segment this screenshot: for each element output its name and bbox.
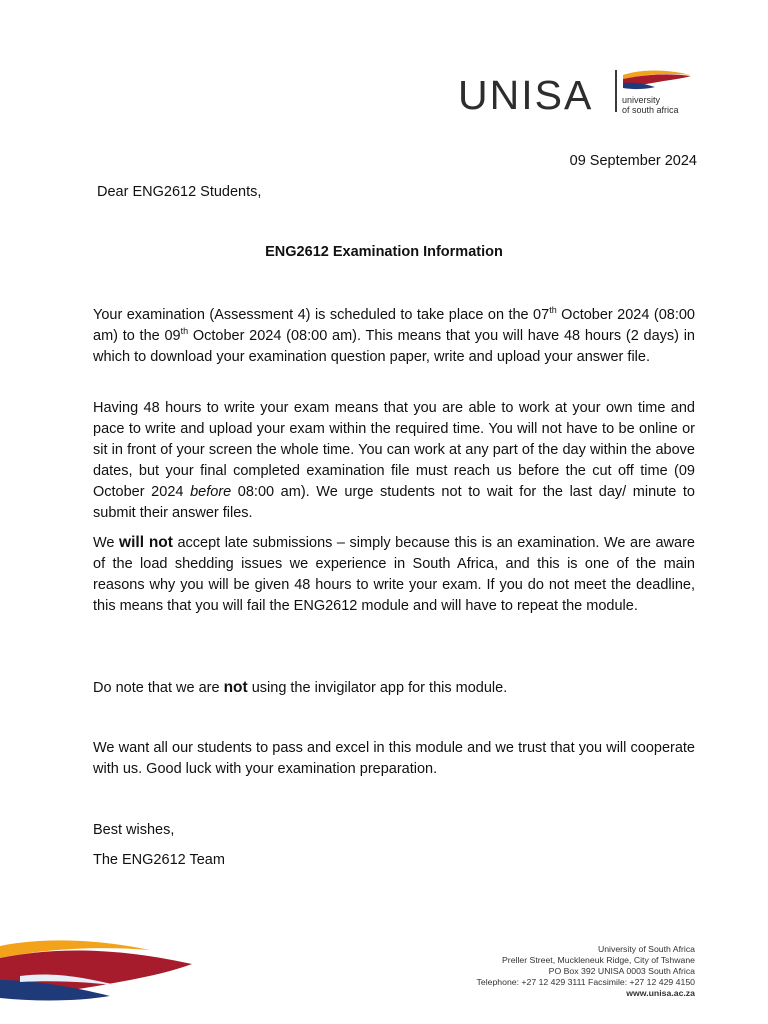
paragraph-exam-schedule (93, 305, 695, 368)
text-run: Your examination (Assessment 4) is scheduled to take place on the 07 (93, 307, 550, 323)
footer-line: PO Box 392 UNISA 0003 South Africa (548, 966, 695, 976)
logo-wordmark: UNISA (458, 72, 594, 118)
salutation: Dear ENG2612 Students, (97, 184, 262, 200)
footer-line: Telephone: +27 12 429 3111 Facsimile: +27 12 429 4150 (476, 977, 695, 987)
footer-line: University of South Africa (597, 944, 695, 954)
logo-divider (615, 70, 617, 112)
text-run: accept late submissions – simply because this is an examination. We are aware of the load shedding issues we experience in South Africa, and this is one of the main reasons why you will be given 48 hours to write your exam. If you do not meet the deadline, this means that you will fail the ENG2612 module and will have to repeat the module. (93, 535, 695, 614)
logo-swoosh-icon (621, 69, 693, 93)
footer-line: Preller Street, Muckleneuk Ridge, City of Tshwane (502, 955, 695, 965)
logo-subtitle-line2: of south africa (622, 105, 679, 115)
page-title: ENG2612 Examination Information (265, 244, 503, 260)
text-run: Having 48 hours to write your exam means that you are able to work at your own time and pace to write and upload your exam within the required time. You will not have to be online or sit in front of your screen the whole time. You can work at any part of the day within the above dates, but your final completed examination file must reach us before the cut off time (09 October 2024 (93, 400, 695, 500)
footer-address (477, 944, 695, 999)
superscript: th (180, 326, 189, 337)
paragraph-good-luck: We want all our students to pass and excel in this module and we trust that you will cooperate with us. Good luck with your examination preparation. (93, 740, 695, 777)
text-run: 08:00 am). We urge students not to wait for the last day/ minute to submit their answer files. (93, 484, 695, 521)
text-run: using the invigilator app for this module. (247, 680, 508, 696)
unisa-logo (458, 66, 698, 116)
emphasis-strong: not (223, 679, 248, 696)
signature: The ENG2612 Team (93, 852, 225, 868)
paragraph-48-hours (93, 398, 695, 524)
text-run: October 2024 (08:00 am) to the 09 (93, 307, 695, 344)
letter-date: 09 September 2024 (569, 153, 697, 169)
logo-subtitle-line1: university (622, 95, 661, 105)
emphasis-strong: will not (119, 534, 173, 551)
logo-subtitle (622, 95, 679, 115)
emphasis: before (190, 484, 232, 500)
closing: Best wishes, (93, 822, 175, 838)
text-run: Do note that we are (93, 680, 224, 696)
superscript: th (549, 305, 557, 316)
footer-website: www.unisa.ac.za (626, 988, 695, 998)
paragraph-invigilator (93, 677, 695, 699)
footer-swoosh-icon (0, 936, 200, 1002)
text-run: We (93, 535, 120, 551)
paragraph-late-submissions (93, 532, 695, 617)
text-run: October 2024 (08:00 am). This means that you will have 48 hours (2 days) in which to download your examination question paper, write and upload your answer file. (93, 328, 695, 365)
